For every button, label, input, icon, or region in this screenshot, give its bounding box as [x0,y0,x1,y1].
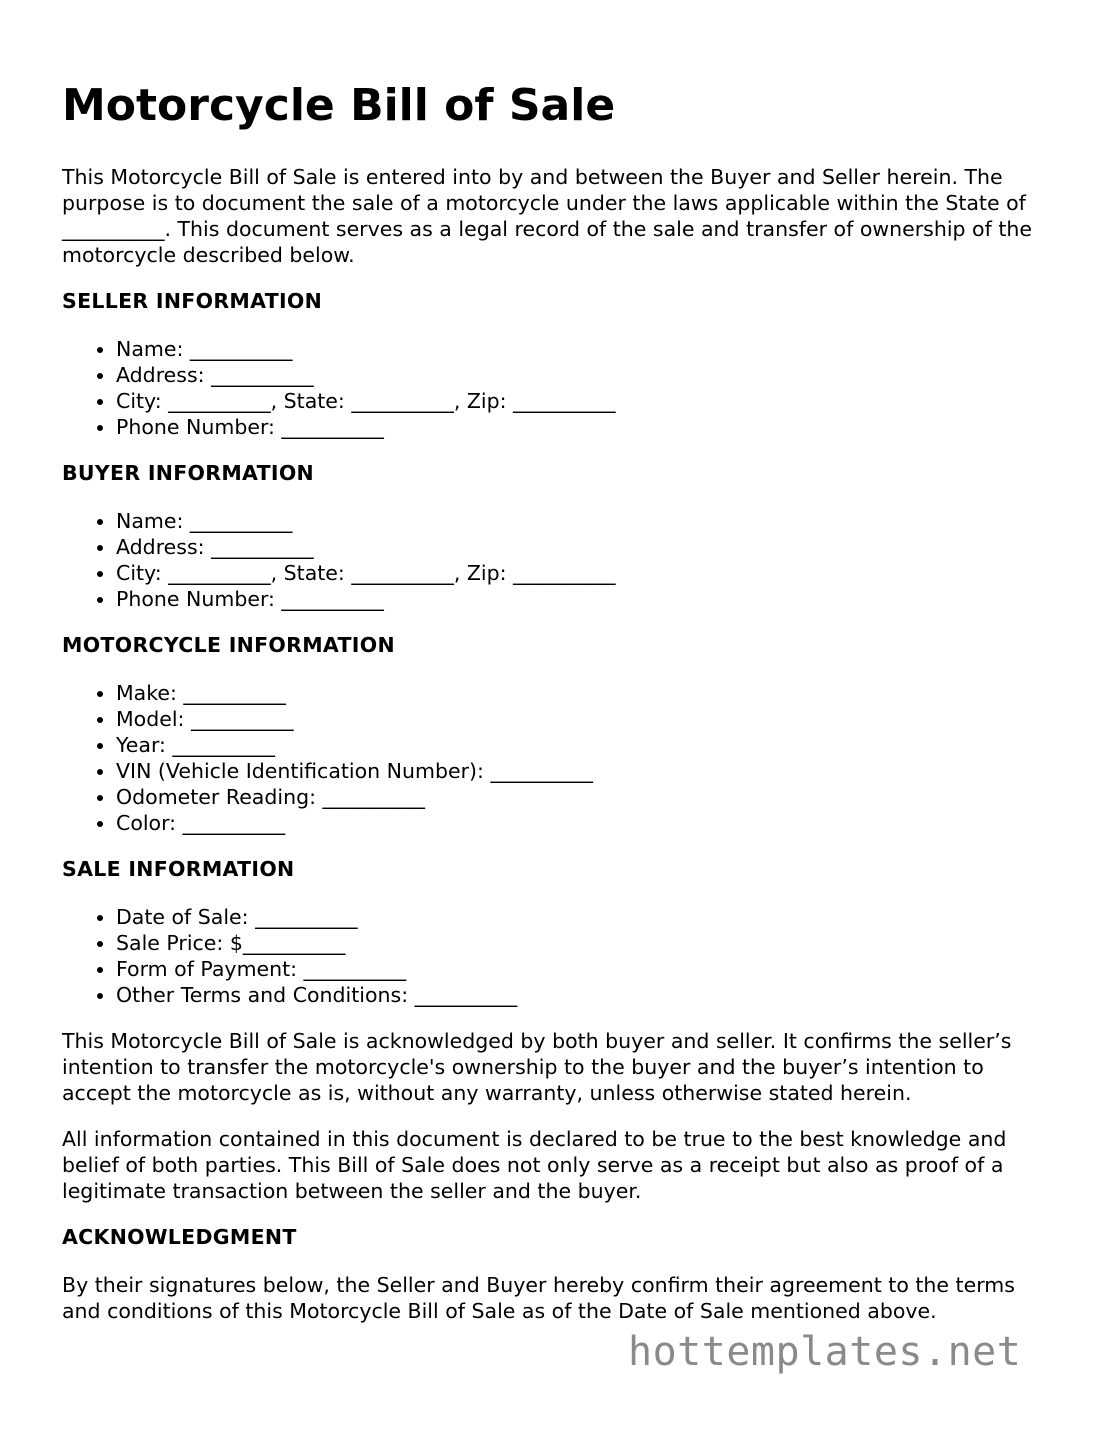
list-item: • Name: __________ [116,508,1047,534]
declared-paragraph: All information contained in this document is declared to be true to the best knowledge and belief of both parties. This Bill of Sale does not only serve as a receipt but also as proof of a legitimate transaction between the seller and the buyer. [62,1127,1007,1203]
buyer-list [62,508,1047,612]
motorcycle-heading: MOTORCYCLE INFORMATION [62,633,395,657]
seller-list [62,336,1047,440]
acknowledged-paragraph: This Motorcycle Bill of Sale is acknowledged by both buyer and seller. It confirms the seller’s intention to transfer the motorcycle's ownership to the buyer and the buyer’s intention to accept the motorcycle as is, without any warranty, unless otherwise stated herein. [62,1029,1012,1105]
motorcycle-list [62,680,1047,836]
list-item: • Model: __________ [116,706,1047,732]
list-item: • Other Terms and Conditions: __________ [116,982,1047,1008]
sale-heading: SALE INFORMATION [62,857,295,881]
intro-paragraph: This Motorcycle Bill of Sale is entered into by and between the Buyer and Seller herein. The purpose is to document the sale of a motorcycle under the laws applicable within the State of __________. This document serves as a legal record of the sale and transfer of ownership of the motorcycle described below. [62,165,1032,267]
acknowledgment-heading: ACKNOWLEDGMENT [62,1225,297,1249]
seller-heading: SELLER INFORMATION [62,289,323,313]
list-item: • Form of Payment: __________ [116,956,1047,982]
document-title: Motorcycle Bill of Sale [62,80,616,131]
sale-list [62,904,1047,1008]
list-item: • VIN (Vehicle Identification Number): __________ [116,758,1047,784]
list-item: • Phone Number: __________ [116,414,1047,440]
list-item: • Name: __________ [116,336,1047,362]
list-item: • Color: __________ [116,810,1047,836]
list-item: • City: __________, State: __________, Zip: __________ [116,560,1047,586]
list-item: • Odometer Reading: __________ [116,784,1047,810]
list-item: • Date of Sale: __________ [116,904,1047,930]
acknowledgment-paragraph: By their signatures below, the Seller and Buyer hereby confirm their agreement to the terms and conditions of this Motorcycle Bill of Sale as of the Date of Sale mentioned above. [62,1273,1015,1323]
list-item: • Address: __________ [116,534,1047,560]
watermark: hottemplates.net [628,1329,1022,1375]
list-item: • Make: __________ [116,680,1047,706]
list-item: • Year: __________ [116,732,1047,758]
list-item: • Phone Number: __________ [116,586,1047,612]
list-item: • City: __________, State: __________, Zip: __________ [116,388,1047,414]
list-item: • Sale Price: $__________ [116,930,1047,956]
list-item: • Address: __________ [116,362,1047,388]
document-page [62,78,1047,1344]
buyer-heading: BUYER INFORMATION [62,461,315,485]
